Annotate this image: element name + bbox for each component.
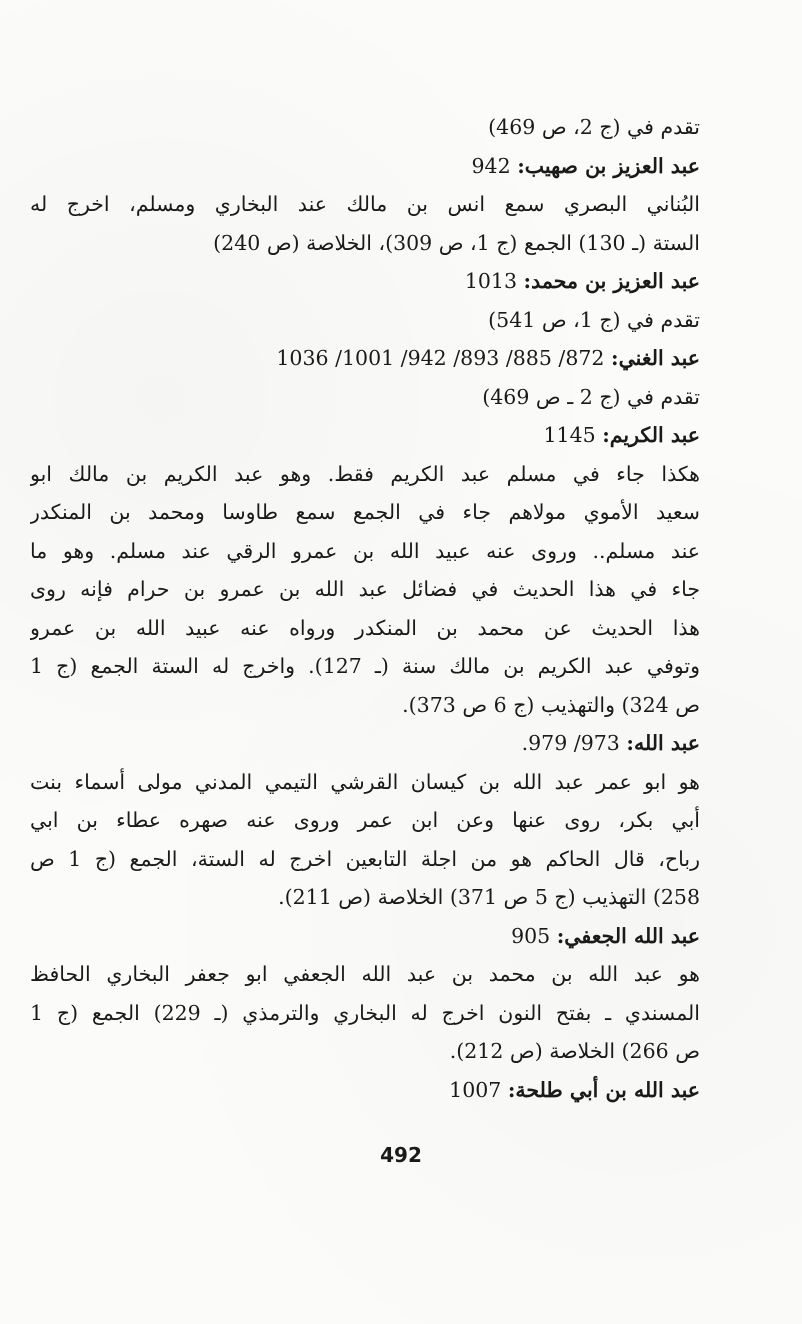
text-line xyxy=(30,455,700,494)
line-text: هكذا جاء في مسلم عبد الكريم فقط. وهو عبد الكريم بن مالك ابو xyxy=(30,461,700,486)
text-line xyxy=(30,378,700,417)
text-line xyxy=(30,647,700,686)
entry-name: عبد الله: xyxy=(626,731,700,755)
line-text: أبي بكر، روى عنها وعن ابن عمر وروى عنه صهره عطاء بن ابي xyxy=(30,808,700,832)
line-text: هو ابو عمر عبد الله بن كيسان القرشي التيمي المدني مولى أسماء بنت xyxy=(30,769,700,794)
entry-refs: 905 xyxy=(511,923,557,948)
text-line xyxy=(30,1032,700,1071)
text-line xyxy=(30,108,700,147)
text-line xyxy=(30,416,700,455)
text-line xyxy=(30,878,700,917)
text-line xyxy=(30,185,700,224)
line-text: جاء في هذا الحديث في فضائل عبد الله بن عمرو بن حرام فإنه روى xyxy=(30,577,700,601)
line-text: هذا الحديث عن محمد بن المنكدر ورواه عنه عبيد الله بن عمرو xyxy=(30,615,700,640)
line-text: رباح، قال الحاكم هو من اجلة التابعين اخرج له الستة، الجمع (ج 1 ص xyxy=(30,846,700,871)
line-text: ص 324) والتهذيب (ج 6 ص 373). xyxy=(402,692,700,717)
entry-name: عبد الكريم: xyxy=(602,423,700,447)
line-text: عند مسلم.. وروى عنه عبيد الله بن عمرو الرقي عند مسلم. وهو ما xyxy=(30,538,700,563)
text-line xyxy=(30,532,700,571)
entry-refs: 942 xyxy=(471,153,518,178)
text-line xyxy=(30,147,700,186)
text-line xyxy=(30,801,700,840)
entry-refs: 973/ 979. xyxy=(521,731,627,755)
line-text: 258) التهذيب (ج 5 ص 371) الخلاصة (ص 211). xyxy=(278,885,700,909)
page-body xyxy=(30,108,700,1109)
line-text: هو عبد الله بن محمد بن عبد الله الجعفي ابو جعفر البخاري الحافظ xyxy=(30,962,700,986)
text-line xyxy=(30,994,700,1033)
entry-refs: 1007 xyxy=(449,1077,508,1102)
entry-name: عبد الغني: xyxy=(611,346,700,370)
line-text: تقدم في (ج 2، ص 469) xyxy=(488,115,700,139)
entry-refs: 872/ 885/ 893/ 942/ 1001/ 1036 xyxy=(276,346,611,370)
entry-refs: 1145 xyxy=(543,423,603,447)
text-line xyxy=(30,917,700,956)
line-text: وتوفي عبد الكريم بن مالك سنة (ـ 127). واخرج له الستة الجمع (ج 1 xyxy=(30,654,700,678)
entry-name: عبد الله الجعفي: xyxy=(556,923,700,948)
text-line xyxy=(30,493,700,532)
line-text: تقدم في (ج 1، ص 541) xyxy=(488,307,700,332)
page-number: 492 xyxy=(380,1143,422,1167)
line-text: ص 266) الخلاصة (ص 212). xyxy=(449,1039,700,1063)
entry-name: عبد الله بن أبي طلحة: xyxy=(507,1077,700,1102)
text-line xyxy=(30,763,700,802)
entry-refs: 1013 xyxy=(464,269,524,293)
text-line xyxy=(30,955,700,994)
text-line xyxy=(30,224,700,263)
text-line xyxy=(30,724,700,763)
line-text: تقدم في (ج 2 ـ ص 469) xyxy=(482,384,700,409)
line-text: البُناني البصري سمع انس بن مالك عند البخاري ومسلم، اخرج له xyxy=(30,192,700,216)
line-text: الستة (ـ 130) الجمع (ج 1، ص 309)، الخلاصة (ص 240) xyxy=(213,230,700,255)
text-line xyxy=(30,301,700,340)
text-line xyxy=(30,686,700,725)
text-line xyxy=(30,1071,700,1110)
text-line xyxy=(30,609,700,648)
text-line xyxy=(30,339,700,378)
line-text: سعيد الأموي مولاهم جاء في الجمع سمع طاوسا ومحمد بن المنكدر xyxy=(30,500,700,524)
text-line xyxy=(30,262,700,301)
text-line xyxy=(30,570,700,609)
text-line xyxy=(30,840,700,879)
entry-name: عبد العزيز بن صهيب: xyxy=(517,153,700,178)
entry-name: عبد العزيز بن محمد: xyxy=(523,269,700,293)
line-text: المسندي ـ بفتح النون اخرج له البخاري والترمذي (ـ 229) الجمع (ج 1 xyxy=(30,1000,700,1025)
